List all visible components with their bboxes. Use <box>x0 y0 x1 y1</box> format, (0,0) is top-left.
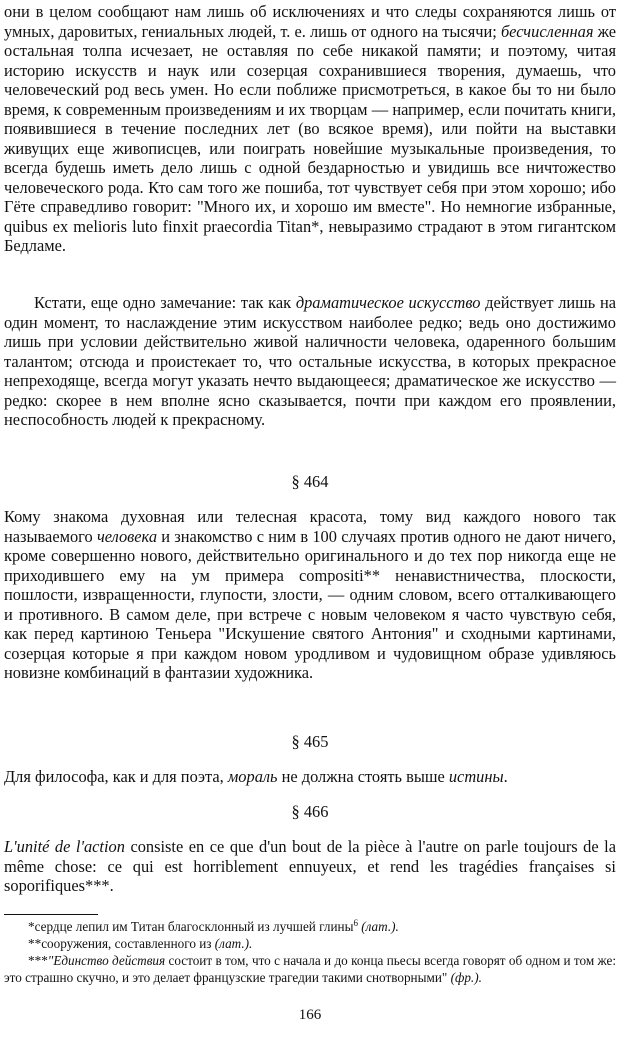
section-heading-466: § 466 <box>291 802 329 821</box>
footnote-divider <box>4 914 98 915</box>
footnote-text: состоит в том, что с начала и до конца пьесы всегда говорят об одном и том же: это страшно скучно, и это делает французские трагедии такими снотворными" <box>4 953 616 985</box>
section-heading-464: § 464 <box>291 472 329 491</box>
text-run: и знакомство с ним в 100 случаях против одного не дают ничего, кроме совершенно нового, действительно оригинального и до тех пор никогда еще не приходившего ему на ум примера compositi** ненавистничества, плоскости, пошлости, извращенности, глупости, злости, — одним словом, всего отталкивающего и противного. В самом деле, при встрече с новым человеком я часто чувствую себя, как перед картиною Теньера "Искушение святого Антония" и сходными картинами, созерцая которые я при каждом новом уродливом и чудовищном образе удивляюсь новизне комбинаций в фантазии художника. <box>4 526 616 682</box>
italic-text-run: бесчисленная <box>500 21 594 41</box>
paragraph-drama <box>4 293 616 430</box>
page-number: 166 <box>298 1007 322 1023</box>
section-heading-465: § 465 <box>291 732 329 751</box>
paragraph-section-465 <box>4 767 616 787</box>
paragraph-section-464 <box>4 507 616 683</box>
text-run: Кому знакома духовная или телесная красота, тому вид каждого нового так называемого <box>4 507 616 546</box>
italic-text-run: истины <box>448 767 504 786</box>
paragraph-continuation <box>4 2 616 256</box>
italic-text-run: L'unité de l'action <box>4 837 125 856</box>
text-run: они в целом сообщают нам лишь об исключениях и что следы сохраняются лишь от умных, даровитых, гениальных людей, т. е. лишь от одного на тысячи; <box>4 2 616 41</box>
text-run: не должна стоять выше <box>277 767 449 786</box>
footnote-marker: *** <box>28 953 48 968</box>
italic-text-run: человека <box>96 526 158 546</box>
footnote-text: **сооружения, составленного из <box>28 936 215 951</box>
footnote-language: (лат.). <box>361 919 399 934</box>
paragraph-section-466 <box>4 837 616 896</box>
text-run: Кстати, еще одно замечание: так как <box>34 293 296 312</box>
footnote-language: (лат.). <box>214 936 253 951</box>
footnote-ref-number: 6 <box>353 918 358 928</box>
footnote-3 <box>4 952 616 986</box>
footnote-text: *сердце лепил им Титан благосклонный из лучшей глины <box>28 919 354 934</box>
italic-text-run: драматическое искусство <box>295 293 481 312</box>
footnote-2 <box>4 935 616 952</box>
text-run: действует лишь на один момент, то наслаждение этим искусством наиболее редко; ведь оно достижимо лишь при условии действительно живой наличности человека, одаренного большим талантом; отсюда и проистекает то, что остальные искусства, в которых прекрасное непреходяще, всегда могут указать нечто выдающееся; драматическое же искусство — редко: скорее в нем вполне ясно сказывается, почти при каждом его проявлении, неспособность людей к прекрасному. <box>4 293 617 429</box>
italic-text-run: мораль <box>227 767 278 786</box>
footnote-language: (фр.). <box>450 970 482 985</box>
text-run: consiste en ce que d'un bout de la pièce à l'autre on parle toujours de la même chose: ce qui est horriblement ennuyeux, et rend les tragédies françaises si soporifiques***. <box>4 837 616 895</box>
text-run: Для философа, как и для поэта, <box>4 767 228 786</box>
text-run: же остальная толпа исчезает, не оставляя по себе никакой памяти; и поэтому, читая историю искусств и наук или созерцая сохранившиеся творения, думаешь, что человеческий род весь умен. Но если поближе присмотреться, в какое бы то ни было время, к современным произведениям и их творцам — например, если почитать книги, появившиеся в течение последних лет (во всякое время), или пойти на выставки живущих еще живописцев, или поиграть новейшие музыкальные произведения, то всегда будешь иметь дело лишь с одной бездарностью и увидишь все ничтожество человеческого рода. Кто сам того же пошиба, тот чувствует себя при этом хорошо; ибо Гёте справедливо говорит: "Много их, и хорошо им вместе". Но немногие избранные, quibus ex melioris luto finxit praecordia Titan*, невыразимо страдают в этом гигантском Бедламе. <box>4 21 617 255</box>
footnotes <box>4 918 616 986</box>
text-run: . <box>503 767 508 786</box>
footnote-italic-text: "Единство действия <box>47 953 166 968</box>
footnote-1 <box>4 918 616 935</box>
